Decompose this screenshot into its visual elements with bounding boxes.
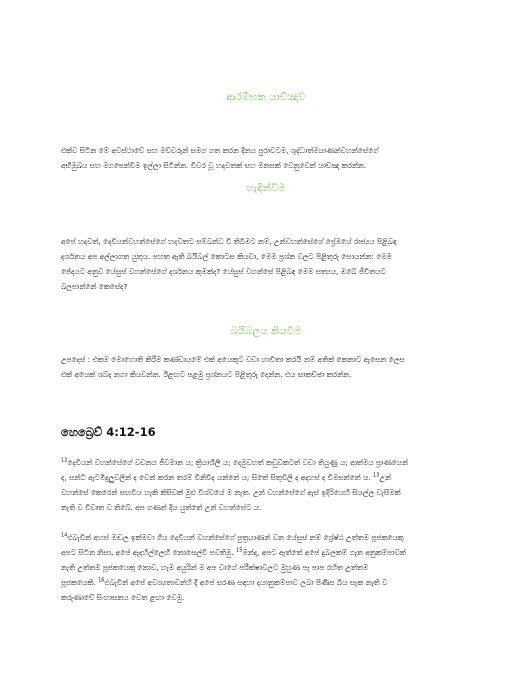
introduction-heading: හැඳින්වීම xyxy=(246,183,286,194)
verse-text: දෙවියන් වහන්සේගේ වචනය ජීවමාන ය; ක්‍රියාශීලී ය; දෙමුවහත් කඩුවකටත් වඩා තියුණු ය; ආත්මය ප්‍රාණයෙන් xyxy=(67,458,408,467)
scripture-p2-line-3: නැති උත්තම පූජකයෙකු නොව, හැම අයුරින් ම අප වාගේ පරීක්ෂාවලට මුහුණ පෑ පාප රහිත උත්තම xyxy=(61,563,369,572)
scripture-p2-line-4 xyxy=(61,575,473,590)
opening-line-2: අභිමුඛය සහ මගපෙන්වීම ඉල්ලා සිටින්න. විවර වූ හදවතක් සහ මනසක් වෙනුවෙන් යාච්ඤා කරන්න. xyxy=(61,161,367,170)
intro-line-4: බලපාන්නේ කෙසේද? xyxy=(61,282,128,291)
scripture-p1-line-2 xyxy=(61,470,473,485)
scripture-p2-line-1 xyxy=(61,530,473,545)
scripture-paragraph-1 xyxy=(61,455,473,515)
verse-text: එබැවින් අහස් මඬල ඉක්මවා ගිය දෙවියන් වහන්සේගේ පුත්‍රයාණන් වන යේසුස් නම් ශ්‍රේෂ්ඨ උත්තම පූජකයෙකු xyxy=(67,533,404,542)
intro-line-2: දර්ශනය අප අල්ලාගත යුතුය. පහත ඇති බයිබල් කොටස කියවා, මෙම ප්‍රශ්න වලට පිළිතුරු සොයන්න: මෙම xyxy=(61,252,392,261)
verse-text: උන් xyxy=(379,473,392,482)
introduction-paragraph xyxy=(61,234,473,294)
scripture-p1-line-1 xyxy=(61,455,473,470)
intro-line-3: ජේදයට අනුව යේසුස් වහන්සේගේ දර්ශනය කුමක්ද? යේසුස් වහන්සේ පිළිබඳ මෙම සත්‍යය, ඔබේ ජීවිතයට xyxy=(61,267,386,276)
verse-text: ද, සන්ධි ඇටමිදුලුවලින් ද වෙන් කරන තරම් විනිවිද යන්නේ ය; සිතේ සිතුවිලි ද අදහස් ද විමසන්නේ ය. xyxy=(61,473,374,482)
verse-text: එබැවින් අපේ අවශ්‍යතාවන්හි දී අපේ සරණ සඳහා දයානුකම්පාව ලබා පිණිස බිය සැක නැති ව xyxy=(104,578,388,587)
study-line-2: එක් අයෙක් ශබ්ද නගා කියවන්න. ඊළඟට පළමු ප්‍රශ්නයට පිළිතුරු දෙන්න. එය සාකච්ඡා කරන්න. xyxy=(61,370,352,379)
intro-line-1: අපේ හදවත්, දෙවියන්වහන්සේගේ හදවතට සම්බන්ධ වී තිබීමට නම්, උන්වහන්සේගේ ප්‍රේමයේ රාජ්‍යය පිළිබඳ xyxy=(61,237,397,246)
verse-number: 16 xyxy=(98,577,105,584)
verse-number: 13 xyxy=(373,472,380,479)
verse-number: 15 xyxy=(236,547,243,554)
opening-prayer-heading: ආරම්භක යාච්ඤාව xyxy=(226,92,306,103)
verse-text: පූජකයෙකි. xyxy=(61,578,99,587)
opening-line-1: එක්ව සිටින මේ අවස්ථාවේ සහ මව්වරුන් සමග ගත කරන දිනය පුරාවටම, ශුද්ධාත්මයාණන්වහන්සේගේ xyxy=(61,146,379,155)
verse-text: අපට සිටින නිසා, අපේ ඇදහිල්ලෙහි නොසෙල්වී පවතිමු. xyxy=(61,548,237,557)
study-line-1: උපදෙස් : එකම මොහොති කිරීම කණ්ඩායමේ එක් අයෙකුට වඩා හාවිතා කරයි නම් අතික් කෙනාට ඇසෙන ලෙස xyxy=(61,355,405,364)
scripture-p1-line-3: වහන්සේ කෙරෙන් සඟවිය හැකි කිසිවක් මුළු විශ්වයේ ම නැත. උන් වහන්සේගේ ඇස් ඉදිරියෙහි සියල්ල වැසීමක් xyxy=(61,488,401,497)
scripture-p1-line-4: නැති ව විවෘත ව තිබේ. අප ගණන් දිය යුත්තේ උන් වහන්සේට ය. xyxy=(61,503,262,512)
verse-text: මන්ද, අපට ඇත්තේ අපේ දුබලකම් ගැන අනුකම්පාවක් xyxy=(242,548,406,557)
bible-study-heading: බයිබලය කියවීම xyxy=(230,326,302,337)
scripture-p2-line-2 xyxy=(61,545,473,560)
verse-number: 14 xyxy=(61,532,68,539)
scripture-paragraph-2 xyxy=(61,530,473,605)
scripture-reference-title: හෙබ්‍රෙව් 4:12-16 xyxy=(61,425,156,439)
bible-study-paragraph xyxy=(61,352,473,382)
verse-number: 12 xyxy=(61,457,68,464)
opening-prayer-paragraph xyxy=(61,143,473,173)
scripture-p2-line-5: කරුණාවේ සිංහාසනය වෙත ළඟා වෙමු. xyxy=(61,593,185,602)
